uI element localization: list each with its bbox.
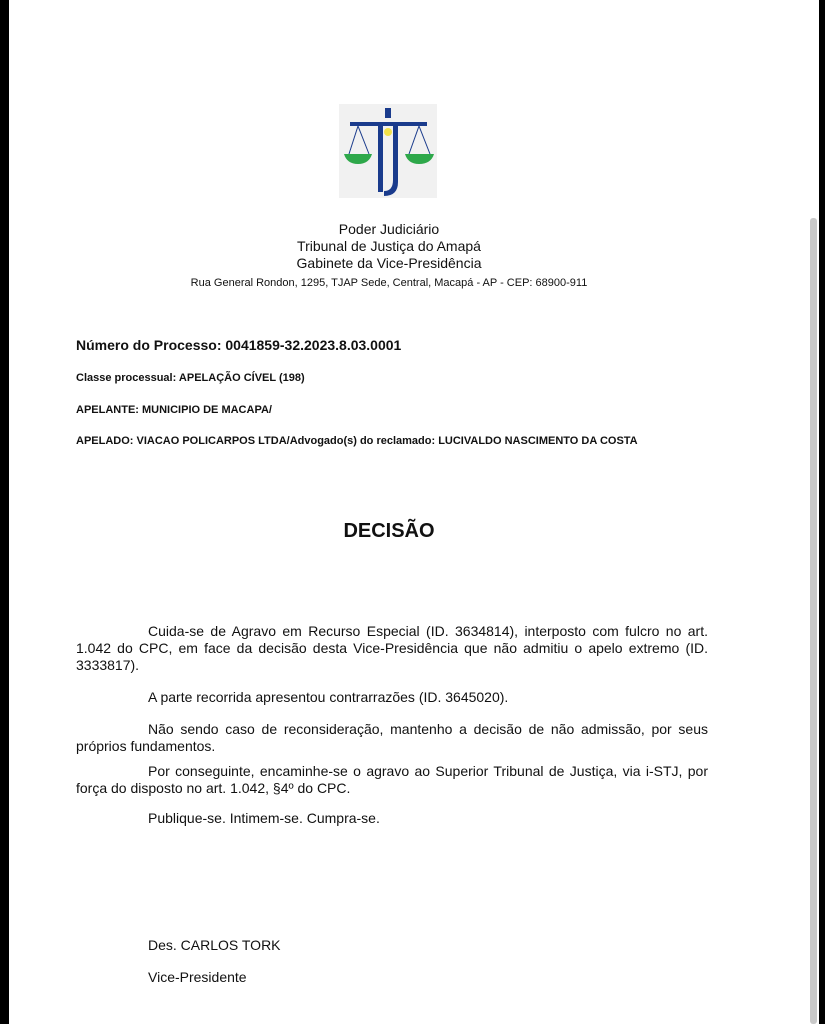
scrollbar[interactable] (810, 218, 817, 1024)
process-class: Classe processual: APELAÇÃO CÍVEL (198) (76, 372, 305, 384)
header-line-1: Poder Judiciário (338, 221, 440, 237)
process-number: Número do Processo: 0041859-32.2023.8.03.0001 (76, 337, 402, 353)
paragraph-4: Por conseguinte, encaminhe-se o agravo ao Superior Tribunal de Justiça, via i-STJ, por força do disposto no art. 1.042, §4º do CPC. (76, 763, 708, 796)
signature-name: Des. CARLOS TORK (148, 937, 281, 953)
header-line-2: Tribunal de Justiça do Amapá (297, 238, 481, 254)
decision-title: DECISÃO (343, 520, 435, 542)
paragraph-5: Publique-se. Intimem-se. Cumpra-se. (148, 810, 380, 826)
court-header (9, 221, 769, 290)
appellant: APELANTE: MUNICIPIO DE MACAPA/ (76, 404, 272, 416)
document-page (9, 0, 819, 1024)
paragraph-1: Cuida-se de Agravo em Recurso Especial (ID. 3634814), interposto com fulcro no art. 1.042 do CPC, em face da decisão desta Vice-Presidência que não admitiu o apelo extremo (ID. 3333817). (76, 623, 708, 673)
appellee: APELADO: VIACAO POLICARPOS LTDA/Advogado(s) do reclamado: LUCIVALDO NASCIMENTO DA COSTA (76, 435, 638, 447)
header-line-3: Gabinete da Vice-Presidência (296, 255, 482, 271)
paragraph-2: A parte recorrida apresentou contrarrazões (ID. 3645020). (148, 689, 509, 705)
tjap-scales-logo-icon (339, 104, 437, 198)
paragraph-3: Não sendo caso de reconsideração, mantenho a decisão de não admissão, por seus próprios fundamentos. (76, 721, 708, 754)
header-address: Rua General Rondon, 1295, TJAP Sede, Central, Macapá - AP - CEP: 68900-911 (190, 277, 588, 289)
signature-role: Vice-Presidente (148, 969, 247, 985)
